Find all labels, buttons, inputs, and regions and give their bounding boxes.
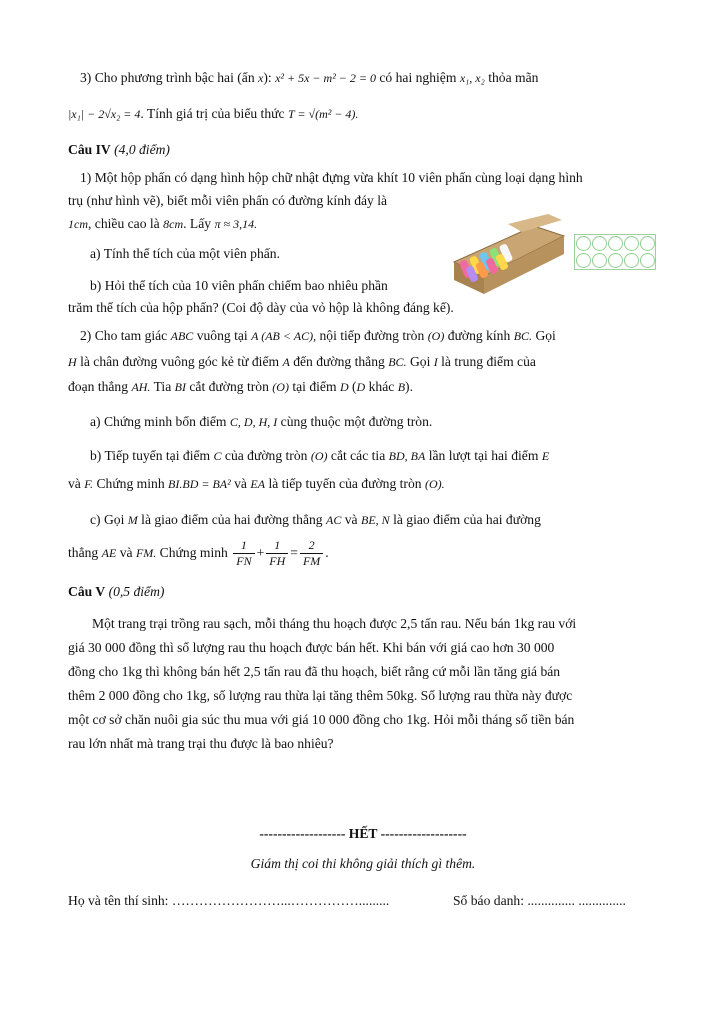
fraction-1-fn (233, 538, 254, 569)
point: A (282, 355, 290, 369)
text: là giao điểm của hai đường (393, 512, 541, 527)
text: ------------------- HẾT ------------------- (259, 826, 467, 841)
numerator: 2 (300, 538, 323, 554)
text: đường kính (447, 328, 511, 343)
segment: BC. (513, 329, 533, 343)
circle (608, 236, 623, 251)
cau4-p2-line1 (68, 324, 658, 348)
q3-text: ): (263, 70, 272, 85)
cau4-p2-line2 (68, 350, 658, 374)
fraction-1-fh (266, 538, 288, 569)
cau4-p1-line1 (68, 166, 658, 190)
cau5-line6 (68, 732, 658, 756)
q3-text: có hai nghiệm (379, 70, 457, 85)
candidate-info (68, 889, 658, 913)
text: lần lượt tại hai điểm (428, 448, 539, 463)
cau5-line2 (68, 636, 658, 660)
section-title: Câu V (68, 584, 106, 599)
circle-o: (O) (427, 329, 445, 343)
point: D (339, 380, 349, 394)
circle-o: (O) (272, 380, 289, 394)
text: vuông tại (196, 328, 248, 343)
text: Một trang trại trồng rau sạch, mỗi tháng thu hoạch được 2,5 tấn rau. Nếu bán 1kg rau với (92, 616, 577, 631)
point: B (397, 380, 406, 394)
condition: A (AB < AC), (251, 329, 317, 343)
line: AC (325, 513, 342, 527)
point: C (213, 449, 222, 463)
ray: BI (174, 380, 186, 394)
text: a) Chứng minh bốn điểm (90, 414, 227, 429)
line: FM. (135, 546, 157, 560)
end-marker (68, 822, 658, 846)
circle (640, 236, 655, 251)
q3-line1 (68, 66, 658, 90)
candidate-id-field: Số báo danh: .............. .............. (453, 893, 626, 908)
text: một cơ sở chăn nuôi gia súc thu mua với giá 10 000 đồng cho 1kg. Hỏi mỗi tháng số tiền bán (68, 712, 575, 727)
cau4-p2-c2: thẳng AE và FM. Chứng minh $\frac{1}{FN}$ + $\frac{1}{FH}$ = $\frac{2}{FM}$ . (68, 538, 329, 569)
point: D (356, 380, 366, 394)
text: và (344, 512, 358, 527)
numerator: 1 (266, 538, 288, 554)
text: là tiếp tuyến của đường tròn (268, 476, 422, 491)
text: ( (352, 379, 357, 394)
diameter: 1cm (68, 217, 88, 231)
cau5-line3 (68, 660, 658, 684)
text: là giao điểm của hai đường thẳng (141, 512, 323, 527)
point: M (127, 513, 138, 527)
circle (576, 253, 591, 268)
circle-o: (O) (310, 449, 328, 463)
circle (624, 253, 639, 268)
cau5-heading (68, 580, 658, 604)
text: đồng cho 1kg thì không bán hết 2,5 tấn rau đã thu hoạch, biết rằng cứ mỗi lần tăng giá bán (68, 664, 561, 679)
rays: BD, BA (388, 449, 426, 463)
condition: |x₁| − 2√x₂ = 4 (68, 107, 141, 121)
circle (592, 236, 607, 251)
proctor-note (68, 852, 658, 876)
text: Tia (153, 379, 172, 394)
text: giá 30 000 đồng thì số lượng rau thu hoạch được bán hết. Khi bán với giá cao hơn 30 000 (68, 640, 555, 655)
text: và (234, 476, 247, 491)
text: cùng thuộc một đường tròn. (280, 414, 433, 429)
triangle: ABC (170, 329, 194, 343)
cau4-p1-line3 (68, 212, 458, 236)
segment: AH. (131, 380, 151, 394)
cau4-p1-b1 (68, 274, 448, 298)
cau4-p2-line3 (68, 375, 658, 399)
segment: EA (250, 477, 266, 491)
text: là chân đường vuông góc kẻ từ điểm (80, 354, 280, 369)
text: và (119, 545, 133, 560)
text: cắt đường tròn (189, 379, 269, 394)
text: . Lấy (183, 216, 212, 231)
circle (608, 253, 623, 268)
cau4-p2-a (68, 410, 658, 434)
cau4-p1-a (68, 242, 448, 266)
text: đến đường thẳng (293, 354, 385, 369)
text: 2) Cho tam giác (80, 328, 168, 343)
text: thẳng (68, 545, 99, 560)
text: Giám thị coi thi không giải thích gì thêm. (250, 856, 476, 871)
circle (624, 236, 639, 251)
cau4-p1-b2 (68, 296, 658, 320)
text: trụ (như hình vẽ), biết mỗi viên phấn có đường kính đáy là (68, 193, 388, 208)
denominator: FN (236, 554, 252, 569)
cau5-line4 (68, 684, 658, 708)
circle-o: (O). (424, 477, 445, 491)
cau5-line1 (68, 612, 658, 636)
text: của đường tròn (224, 448, 308, 463)
cau4-p2-c1 (68, 508, 658, 532)
point: H (68, 355, 77, 369)
expression-t: T = √(m² − 4). (287, 107, 359, 121)
fraction-2-fm (300, 538, 323, 569)
text: 1) Một hộp phấn có dạng hình hộp chữ nhật đựng vừa khít 10 viên phấn cùng loại dạng hình (80, 170, 583, 185)
text: nội tiếp đường tròn (319, 328, 425, 343)
section-points: (0,5 điểm) (108, 584, 165, 599)
var-x: x (258, 71, 264, 85)
text: Chứng minh (159, 545, 228, 560)
section-points: (4,0 điểm) (114, 142, 170, 157)
text: rau lớn nhất mà trang trại thu được là bao nhiêu? (68, 736, 334, 751)
text: đoạn thẳng (68, 379, 129, 394)
q3-text: 3) Cho phương trình bậc hai (ẩn (80, 70, 255, 85)
line: AE (101, 546, 117, 560)
q3-text: thỏa mãn (488, 70, 539, 85)
cau4-p2-b1 (68, 444, 658, 468)
text: khác (368, 379, 395, 394)
text: và (68, 476, 81, 491)
text: c) Gọi (90, 512, 125, 527)
q3-line2 (68, 102, 658, 126)
pi-approx: π ≈ 3,14. (214, 217, 258, 231)
numerator: 1 (233, 538, 254, 554)
text: Chứng minh (96, 476, 165, 491)
text: Gọi (535, 328, 556, 343)
cau4-p2-b2 (68, 472, 658, 496)
q3-text: . Tính giá trị của biểu thức (140, 106, 285, 121)
text: , chiều cao là (88, 216, 160, 231)
text: b) Tiếp tuyến tại điểm (90, 448, 211, 463)
points: C, D, H, I (229, 415, 278, 429)
circle (592, 253, 607, 268)
equation: BI.BD = BA² (168, 477, 231, 491)
equation: x² + 5x − m² − 2 = 0 (275, 71, 376, 85)
line: BE, N (360, 513, 390, 527)
circle (640, 253, 655, 268)
denominator: FH (269, 554, 286, 569)
text: tại điểm (292, 379, 337, 394)
text: thêm 2 000 đồng cho 1kg, số lượng rau thừa lại tăng thêm 50kg. Số lượng rau thừa này được (68, 688, 573, 703)
chalk-box-image (448, 214, 566, 296)
cau4-p1-line2 (68, 189, 458, 213)
text: cắt các tia (330, 448, 386, 463)
text: ). (405, 379, 413, 394)
point: E (541, 449, 550, 463)
height: 8cm (163, 217, 184, 231)
circle (576, 236, 591, 251)
text: a) Tính thể tích của một viên phấn. (90, 246, 281, 261)
text: b) Hỏi thể tích của 10 viên phấn chiếm bao nhiêu phần (90, 278, 388, 293)
cau4-heading (68, 138, 658, 162)
text: Gọi (409, 354, 431, 369)
text: là trung điểm của (441, 354, 536, 369)
cau5-line5 (68, 708, 658, 732)
segment: BC. (388, 355, 407, 369)
section-title: Câu IV (68, 142, 111, 157)
candidate-name-field: Họ và tên thí sinh: ……………………...……………......... (68, 893, 390, 908)
text: trăm thể tích của hộp phấn? (Coi độ dày của vỏ hộp là không đáng kể). (68, 300, 454, 315)
roots: x₁, x₂ (459, 71, 485, 85)
denominator: FM (302, 554, 321, 569)
point: I (433, 355, 438, 369)
chalk-cross-section-grid (574, 234, 656, 270)
point: F. (84, 477, 94, 491)
